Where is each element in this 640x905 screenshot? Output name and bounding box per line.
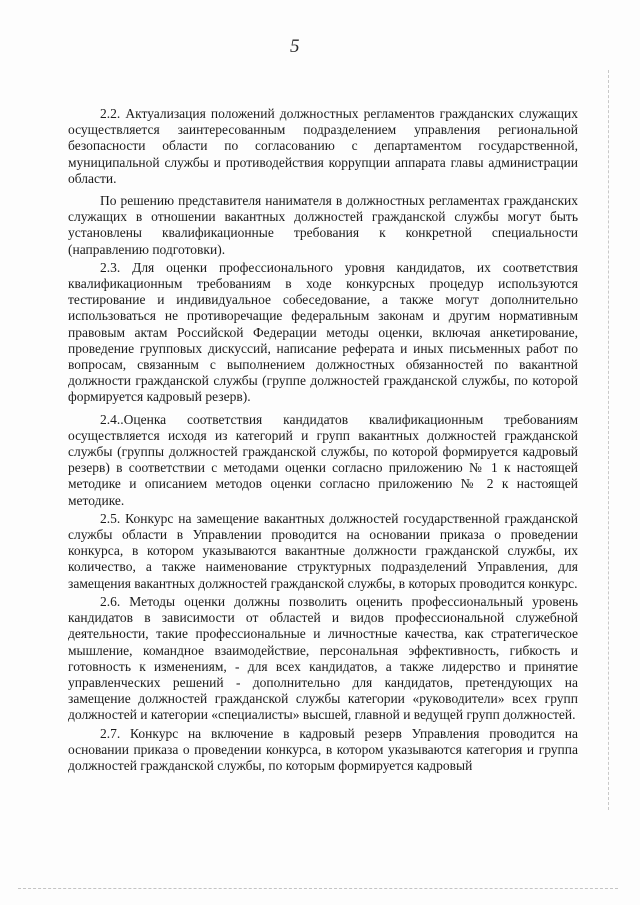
- document-body: [68, 100, 578, 776]
- page-number: 5: [290, 36, 300, 57]
- paragraph-2-4: 2.4..Оценка соответствия кандидатов квалификационным требованиям осуществляется исходя из категорий и групп вакантных должностей гражданской службы (группы должностей гражданской службы, по которой формируется кадровый резерв) в соответствии с методами оценки согласно приложению № 1 к настоящей методике и описанием методов оценки согласно приложению № 2 к настоящей методике.: [68, 411, 578, 508]
- scan-edge-right: [608, 70, 609, 810]
- scan-edge-bottom: [18, 888, 618, 889]
- paragraph-2-2: 2.2. Актуализация положений должностных регламентов гражданских служащих осуществляется заинтересованным подразделением управления региональной безопасности области по согласованию с департаментом государственной, муниципальной службы и противодействия коррупции аппарата главы администрации области.: [68, 106, 578, 186]
- paragraph-2-7: 2.7. Конкурс на включение в кадровый резерв Управления проводится на основании приказа о проведении конкурса, в котором указываются категория и группа должностей гражданской службы, по которым формируется кадровый: [68, 725, 578, 773]
- paragraph-2-3: 2.3. Для оценки профессионального уровня кандидатов, их соответствия квалификационным требованиям в ходе конкурсных процедур используются тестирование и индивидуальное собеседование, а также могут дополнительно использоваться не противоречащие федеральным законам и другим нормативным правовым актам Российской Федерации методы оценки, включая анкетирование, проведение групповых дискуссий, написание реферата и иных письменных работ по вопросам, связанным с выполнением должностных обязанностей по вакантной должности гражданской службы (группе должностей гражданской службы, по которой формируется кадровый резерв).: [68, 259, 578, 405]
- paragraph-2-5: 2.5. Конкурс на замещение вакантных должностей государственной гражданской службы области в Управлении проводится на основании приказа о проведении конкурса, в котором указываются вакантные должности гражданской службы, их количество, а также наименование структурных подразделений Управления, для замещения вакантных должностей гражданской службы, в которых проводится конкурс.: [68, 510, 578, 591]
- paragraph-2-6: 2.6. Методы оценки должны позволить оценить профессиональный уровень кандидатов в зависимости от областей и видов профессиональной служебной деятельности, такие профессиональные и личностные качества, как стратегическое мышление, командное взаимодействие, персональная эффективность, гибкость и готовность к изменениям, - для всех кандидатов, а также лидерство и принятие управленческих решений - дополнительно для кандидатов, претендующих на замещение должностей гражданской службы категории «руководители» всех групп должностей и категории «специалисты» высшей, главной и ведущей групп должностей.: [68, 593, 578, 723]
- paragraph-2-2-addendum: По решению представителя нанимателя в должностных регламентах гражданских служащих в отношении вакантных должностей гражданской службы могут быть установлены квалификационные требования к конкретной специальности (направлению подготовки).: [68, 193, 578, 257]
